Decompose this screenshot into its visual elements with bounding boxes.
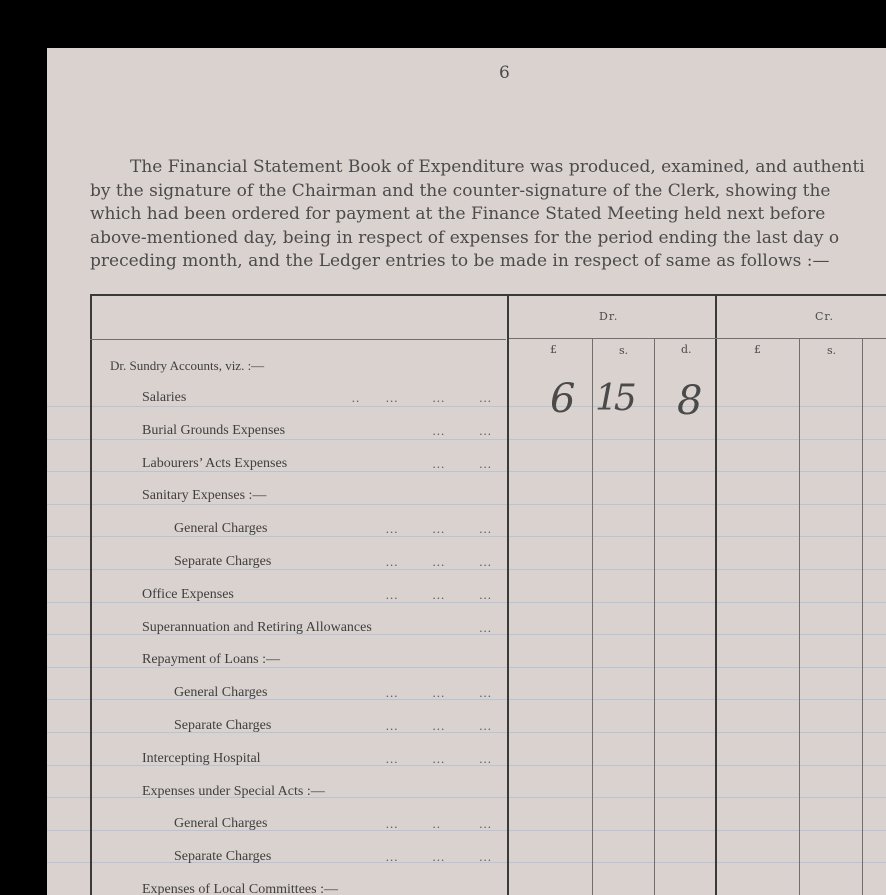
leader-dots: ... ... ... (385, 849, 492, 864)
handwritten-pounds: 6 (550, 376, 576, 422)
cr-shillings-sub: s. (827, 344, 837, 357)
leader-dots: ... ... ... (385, 751, 492, 766)
ledger-page: 6 The Financial Statement Book of Expenditure was produced, examined, and authenti by the signature of the Chairman and the counter-signature of the Clerk, showing the which had been ordered for payment at the Finance Stated Meeting held next before above-mentioned day, being in respect of expenses for the period ending the last day o preceding month, and the Ledger entries to be made in respect of same as follows :— Dr. Cr. £ s. d. £ s. Dr. Sundry Accounts, viz. :— Salaries .. ... ... ... Burial Grounds Expenses ... ... Labourers’ Acts Expenses ... ... Sanitary Expenses :— General Charges ... ... ... Separate Charges ... ... ... Office Expenses ... ... ... Superannuation and Retiring Allowances ... Repayment of Loans :— General Charges ... ... ... Separate Charges ... ... ... Intercepting Hospital ... ... ... Expenses under Special Acts :— General Charges ... .. ... Separate Charges ... ... ... Expenses of Local Committees :— 6 15 8 (47, 48, 886, 895)
row-label: General Charges (174, 816, 268, 831)
table-row (47, 882, 507, 895)
cr-shillings-border (799, 339, 800, 895)
row-label: Office Expenses (142, 587, 234, 602)
row-label: Separate Charges (174, 554, 272, 569)
table-row (47, 423, 507, 456)
money-header-divider (509, 338, 886, 339)
row-label: Intercepting Hospital (142, 751, 261, 766)
dr-shillings-border (592, 339, 593, 895)
row-label: Sanitary Expenses :— (142, 488, 267, 503)
leader-dots: ... ... ... (385, 718, 492, 733)
table-row (47, 521, 507, 554)
table-row (47, 751, 507, 784)
table-row (47, 718, 507, 751)
leader-dots: .. ... ... ... (351, 390, 492, 405)
section-divider (90, 339, 506, 340)
leader-dots: ... ... ... (385, 521, 492, 536)
leader-dots: ... ... ... (385, 554, 492, 569)
row-label: Repayment of Loans :— (142, 652, 281, 667)
row-label: Salaries (142, 390, 187, 405)
table-row (47, 816, 507, 849)
cr-pence-border (862, 339, 863, 895)
dr-shillings-sub: s. (619, 344, 629, 357)
statement-paragraph (90, 156, 886, 274)
row-label: Expenses of Local Committees :— (142, 882, 338, 895)
table-row (47, 587, 507, 620)
table-row (47, 488, 507, 521)
dr-header: Dr. (599, 310, 619, 323)
table-row (47, 652, 507, 685)
row-label: Labourers’ Acts Expenses (142, 456, 288, 471)
paragraph-line: by the signature of the Chairman and the counter-signature of the Clerk, showing the (90, 180, 831, 201)
table-row (47, 784, 507, 817)
row-label: Expenses under Special Acts :— (142, 784, 325, 799)
table-row (47, 390, 507, 423)
dr-pounds-sub: £ (550, 343, 557, 356)
table-top-border (90, 294, 886, 296)
row-label: Superannuation and Retiring Allowances (142, 620, 372, 635)
leader-dots: ... ... (432, 456, 492, 471)
dr-pence-sub: d. (681, 343, 692, 356)
row-label: General Charges (174, 685, 268, 700)
leader-dots: ... (479, 620, 492, 635)
dr-pence-border (654, 339, 655, 895)
leader-dots: ... ... (432, 423, 492, 438)
dr-column-border (507, 294, 509, 895)
table-row (47, 456, 507, 489)
row-label: Burial Grounds Expenses (142, 423, 286, 438)
paragraph-line: above-mentioned day, being in respect of expenses for the period ending the last day o (90, 227, 840, 248)
paragraph-line: preceding month, and the Ledger entries to be made in respect of same as follows :— (90, 251, 830, 271)
leader-dots: ... .. ... (385, 816, 492, 831)
cr-header: Cr. (815, 310, 834, 323)
leader-dots: ... ... ... (385, 587, 492, 602)
page-number: 6 (499, 63, 510, 83)
row-label: Separate Charges (174, 849, 272, 864)
row-label: General Charges (174, 521, 268, 536)
paragraph-line: The Financial Statement Book of Expenditure was produced, examined, and authenti (130, 157, 865, 177)
cr-pounds-sub: £ (754, 343, 761, 356)
table-row (47, 620, 507, 653)
table-row (47, 685, 507, 718)
cr-column-border (715, 294, 717, 895)
handwritten-shillings: 15 (595, 378, 633, 419)
handwritten-pence: 8 (677, 378, 703, 424)
row-label: Separate Charges (174, 718, 272, 733)
table-row (47, 849, 507, 882)
leader-dots: ... ... ... (385, 685, 492, 700)
paragraph-line: which had been ordered for payment at the Finance Stated Meeting held next before (90, 204, 826, 224)
table-row (47, 554, 507, 587)
